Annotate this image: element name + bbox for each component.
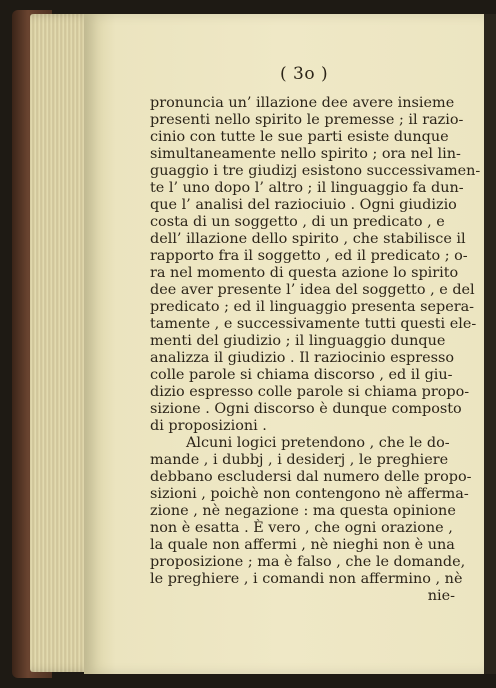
text-line: sizioni , poichè non contengono nè afferma-: [150, 486, 469, 502]
text-line: dizio espresso colle parole si chiama propo-: [150, 384, 470, 400]
text-line: rapporto fra il soggetto , ed il predicato ; o-: [150, 248, 468, 264]
text-line: menti del giudizio ; il linguaggio dunque: [150, 333, 446, 349]
text-line: cinio con tutte le sue parti esiste dunque: [150, 129, 449, 145]
text-line: simultaneamente nello spirito ; ora nel lin-: [150, 146, 461, 162]
text-line: la quale non affermi , nè nieghi non è una: [150, 537, 455, 553]
text-line: que l’ analisi del raziociuio . Ogni giudizio: [150, 197, 457, 213]
text-line: pronuncia un’ illazione dee avere insieme: [150, 95, 455, 111]
text-line: di proposizioni .: [150, 418, 267, 434]
page-number: ( 3o ): [280, 64, 329, 84]
text-line: zione , nè negazione : ma questa opinione: [150, 503, 456, 519]
text-line: colle parole si chiama discorso , ed il giu-: [150, 367, 453, 383]
text-line: presenti nello spirito le premesse ; il razio-: [150, 112, 464, 128]
text-line: sizione . Ogni discorso è dunque composto: [150, 401, 462, 417]
text-line: non è esatta . È vero , che ogni orazione ,: [150, 520, 453, 536]
text-line: mande , i dubbj , i desiderj , le preghiere: [150, 452, 449, 468]
text-line: ra nel momento di questa azione lo spirito: [150, 265, 459, 281]
body-text: [150, 95, 481, 605]
catchword: nie-: [427, 588, 455, 604]
text-line: costa di un soggetto , di un predicato , e: [150, 214, 445, 230]
text-line: guaggio i tre giudizj esistono successivamen-: [150, 163, 481, 179]
text-line: te l’ uno dopo l’ altro ; il linguaggio fa dun-: [150, 180, 464, 196]
text-line: analizza il giudizio . Il raziocinio espresso: [150, 350, 455, 366]
text-line: debbano escludersi dal numero delle propo-: [150, 469, 472, 485]
paragraph-start-line: Alcuni logici pretendono , che le do-: [186, 435, 450, 451]
text-line: predicato ; ed il linguaggio presenta sepera-: [150, 299, 475, 315]
text-line: dell’ illazione dello spirito , che stabilisce il: [150, 231, 466, 247]
text-line: tamente , e successivamente tutti questi ele-: [150, 316, 477, 332]
text-line: le preghiere , i comandi non affermino , nè: [150, 571, 463, 587]
text-line: proposizione ; ma è falso , che le domande,: [150, 554, 466, 570]
facing-edge: [484, 14, 496, 674]
text-line: dee aver presente l’ idea del soggetto , e del: [150, 282, 475, 298]
